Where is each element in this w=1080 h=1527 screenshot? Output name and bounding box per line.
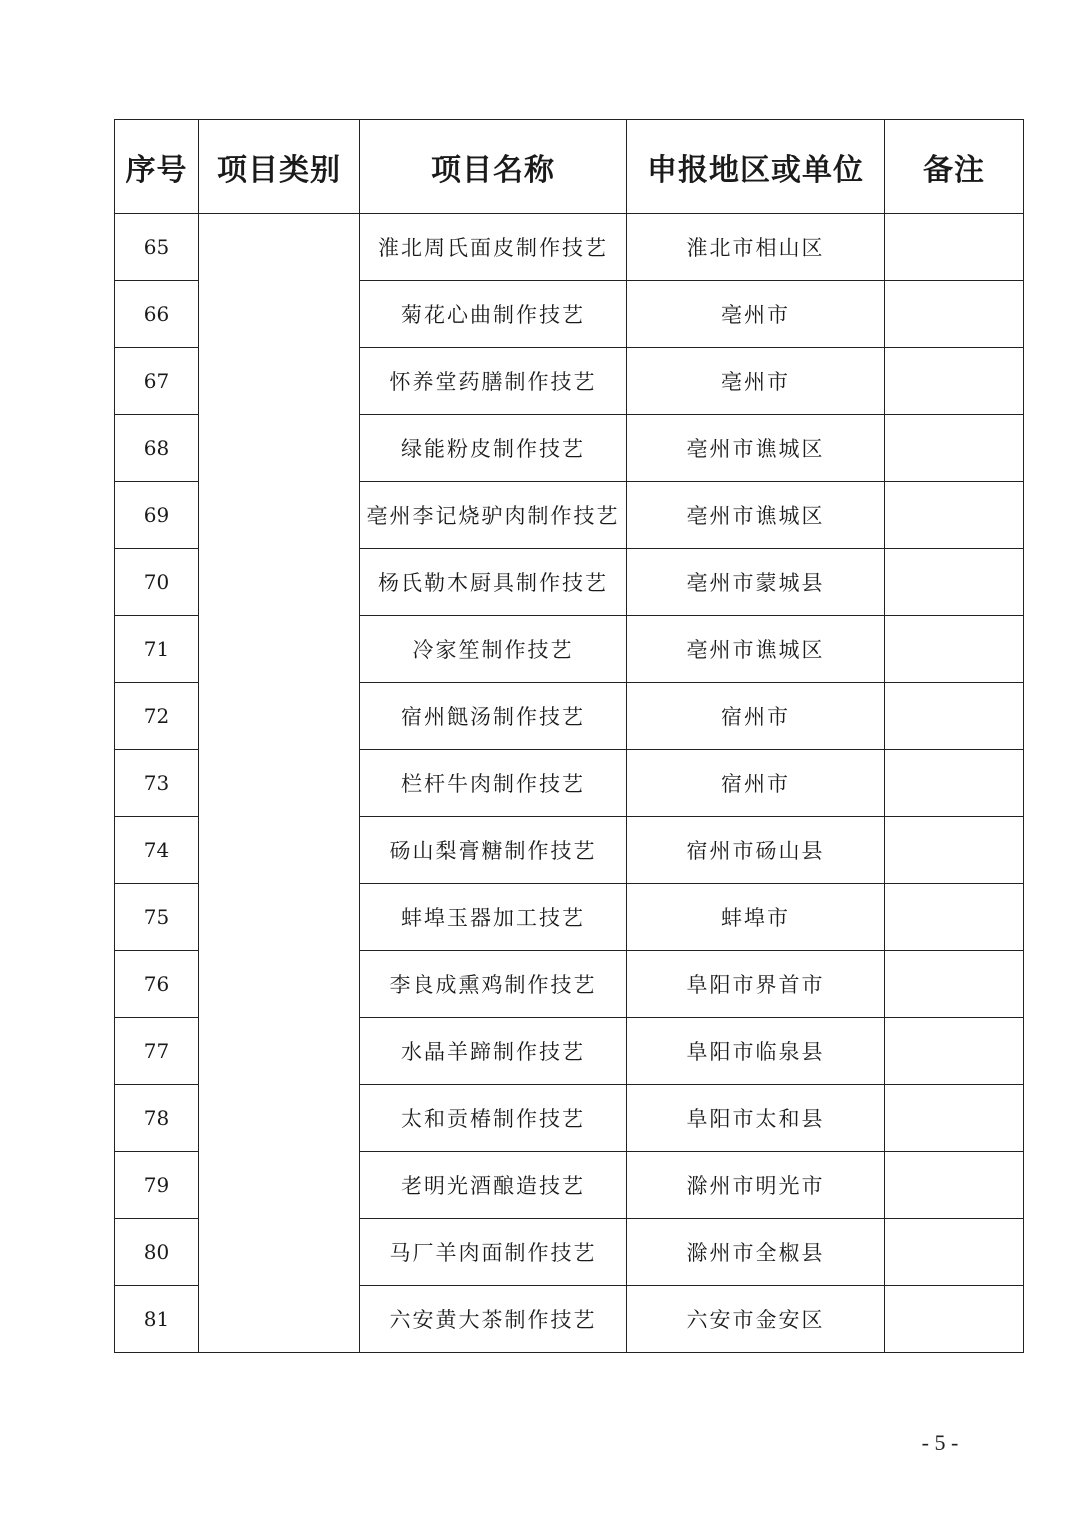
row-name: 淮北周氏面皮制作技艺 [360, 214, 627, 281]
row-remark [885, 1286, 1024, 1353]
table-header-row [115, 120, 1024, 214]
row-name: 怀养堂药膳制作技艺 [360, 348, 627, 415]
row-region: 阜阳市太和县 [627, 1085, 885, 1152]
row-region: 宿州市砀山县 [627, 817, 885, 884]
row-seq: 78 [115, 1085, 199, 1152]
row-seq: 65 [115, 214, 199, 281]
row-name: 李良成熏鸡制作技艺 [360, 951, 627, 1018]
row-region: 亳州市谯城区 [627, 482, 885, 549]
row-seq: 67 [115, 348, 199, 415]
row-seq: 71 [115, 616, 199, 683]
row-name: 六安黄大茶制作技艺 [360, 1286, 627, 1353]
row-remark [885, 884, 1024, 951]
row-name: 蚌埠玉器加工技艺 [360, 884, 627, 951]
header-category: 项目类别 [199, 120, 360, 214]
row-name: 砀山梨膏糖制作技艺 [360, 817, 627, 884]
row-remark [885, 1085, 1024, 1152]
row-name: 宿州䭀汤制作技艺 [360, 683, 627, 750]
row-seq: 72 [115, 683, 199, 750]
row-region: 蚌埠市 [627, 884, 885, 951]
row-remark [885, 750, 1024, 817]
header-seq: 序号 [115, 120, 199, 214]
row-region: 亳州市蒙城县 [627, 549, 885, 616]
page-number: - 5 - [921, 1430, 959, 1455]
row-seq: 66 [115, 281, 199, 348]
row-name: 杨氏勒木厨具制作技艺 [360, 549, 627, 616]
row-seq: 68 [115, 415, 199, 482]
row-name: 冷家笙制作技艺 [360, 616, 627, 683]
row-region: 亳州市 [627, 348, 885, 415]
row-region: 宿州市 [627, 750, 885, 817]
header-region: 申报地区或单位 [627, 120, 885, 214]
row-remark [885, 549, 1024, 616]
row-remark [885, 482, 1024, 549]
row-name: 马厂羊肉面制作技艺 [360, 1219, 627, 1286]
row-seq: 69 [115, 482, 199, 549]
row-region: 亳州市 [627, 281, 885, 348]
row-remark [885, 415, 1024, 482]
row-region: 六安市金安区 [627, 1286, 885, 1353]
row-region: 淮北市相山区 [627, 214, 885, 281]
row-seq: 79 [115, 1152, 199, 1219]
row-name: 绿能粉皮制作技艺 [360, 415, 627, 482]
row-name: 太和贡椿制作技艺 [360, 1085, 627, 1152]
row-seq: 74 [115, 817, 199, 884]
row-remark [885, 683, 1024, 750]
header-remark: 备注 [885, 120, 1024, 214]
row-name: 亳州李记烧驴肉制作技艺 [360, 482, 627, 549]
row-region: 滁州市明光市 [627, 1152, 885, 1219]
row-seq: 81 [115, 1286, 199, 1353]
row-seq: 77 [115, 1018, 199, 1085]
row-region: 阜阳市临泉县 [627, 1018, 885, 1085]
category-cell [199, 214, 360, 1353]
row-remark [885, 214, 1024, 281]
row-name: 菊花心曲制作技艺 [360, 281, 627, 348]
row-name: 水晶羊蹄制作技艺 [360, 1018, 627, 1085]
row-remark [885, 1018, 1024, 1085]
row-region: 宿州市 [627, 683, 885, 750]
row-seq: 73 [115, 750, 199, 817]
row-remark [885, 1219, 1024, 1286]
row-remark [885, 817, 1024, 884]
row-remark [885, 951, 1024, 1018]
header-name: 项目名称 [360, 120, 627, 214]
heritage-project-table [114, 119, 1024, 1353]
row-seq: 80 [115, 1219, 199, 1286]
row-region: 亳州市谯城区 [627, 616, 885, 683]
row-seq: 70 [115, 549, 199, 616]
row-name: 栏杆牛肉制作技艺 [360, 750, 627, 817]
row-remark [885, 348, 1024, 415]
row-seq: 75 [115, 884, 199, 951]
table-row [115, 214, 1024, 281]
row-region: 滁州市全椒县 [627, 1219, 885, 1286]
row-seq: 76 [115, 951, 199, 1018]
row-remark [885, 281, 1024, 348]
row-remark [885, 616, 1024, 683]
row-remark [885, 1152, 1024, 1219]
row-region: 阜阳市界首市 [627, 951, 885, 1018]
row-region: 亳州市谯城区 [627, 415, 885, 482]
row-name: 老明光酒酿造技艺 [360, 1152, 627, 1219]
